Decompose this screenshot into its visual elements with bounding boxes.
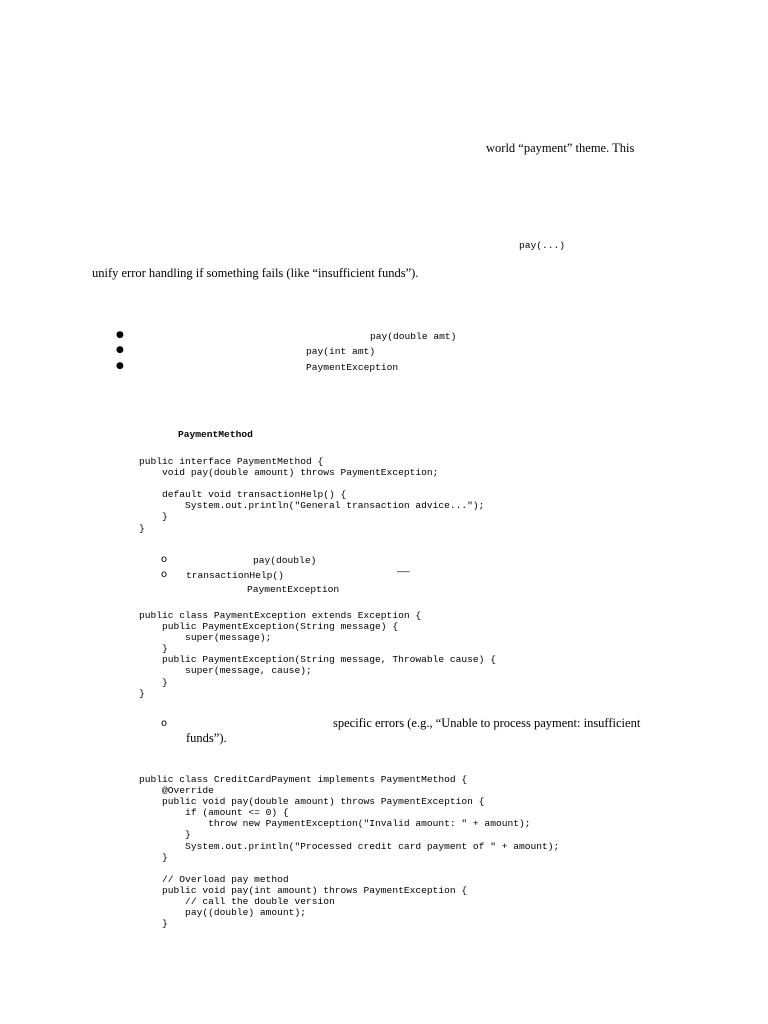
intro-paragraph-line: unify error handling if something fails (like “insufficient funds”). <box>92 266 419 280</box>
step1-heading-code: PaymentMethod <box>178 429 253 440</box>
bullet-code-pay-int: pay(int amt) <box>306 346 376 357</box>
em-dash: — <box>397 564 410 578</box>
bullet-code-pay-double: pay(double amt) <box>370 331 457 342</box>
bullet-dot: ● <box>116 361 124 371</box>
sub-item-code-payment-exception: PaymentException <box>247 584 340 595</box>
code-block-payment-exception: public class PaymentException extends Exception { public PaymentException(String message) { super(message); } public PaymentException(String message, Throwable cause) { super(message, cause); } } <box>139 610 496 699</box>
code-block-payment-method: public interface PaymentMethod { void pay(double amount) throws PaymentException; default void transactionHelp() { System.out.println("General transaction advice..."); } } <box>139 456 485 534</box>
sub-bullet: o <box>161 569 168 580</box>
bullet-dot: ● <box>116 330 124 340</box>
intro-text-fragment: world “payment” theme. This <box>486 141 635 155</box>
bullet-dot: ● <box>116 345 124 355</box>
sub-item-code-pay-double: pay(double) <box>253 555 317 566</box>
sub-bullet: o <box>161 718 168 729</box>
bullet-code-payment-exception: PaymentException <box>306 362 399 373</box>
code-block-credit-card-payment: public class CreditCardPayment implements PaymentMethod { @Override public void pay(double amount) throws PaymentException { if (amount <= 0) { throw new PaymentException("Invalid amount: " + amount); } System.out.println("Processed credit card payment of " + amount); } // Overload pay method public void pay(int amount) throws PaymentException { // call the double version pay((double) amount); } <box>139 774 560 930</box>
intro-code-fragment: pay(...) <box>519 240 566 251</box>
sub-item-text-line2: funds”). <box>186 731 227 745</box>
sub-bullet: o <box>161 554 168 565</box>
sub-item-text-line1: specific errors (e.g., “Unable to process payment: insufficient <box>333 716 641 730</box>
sub-item-code-transaction-help: transactionHelp() <box>186 570 284 581</box>
